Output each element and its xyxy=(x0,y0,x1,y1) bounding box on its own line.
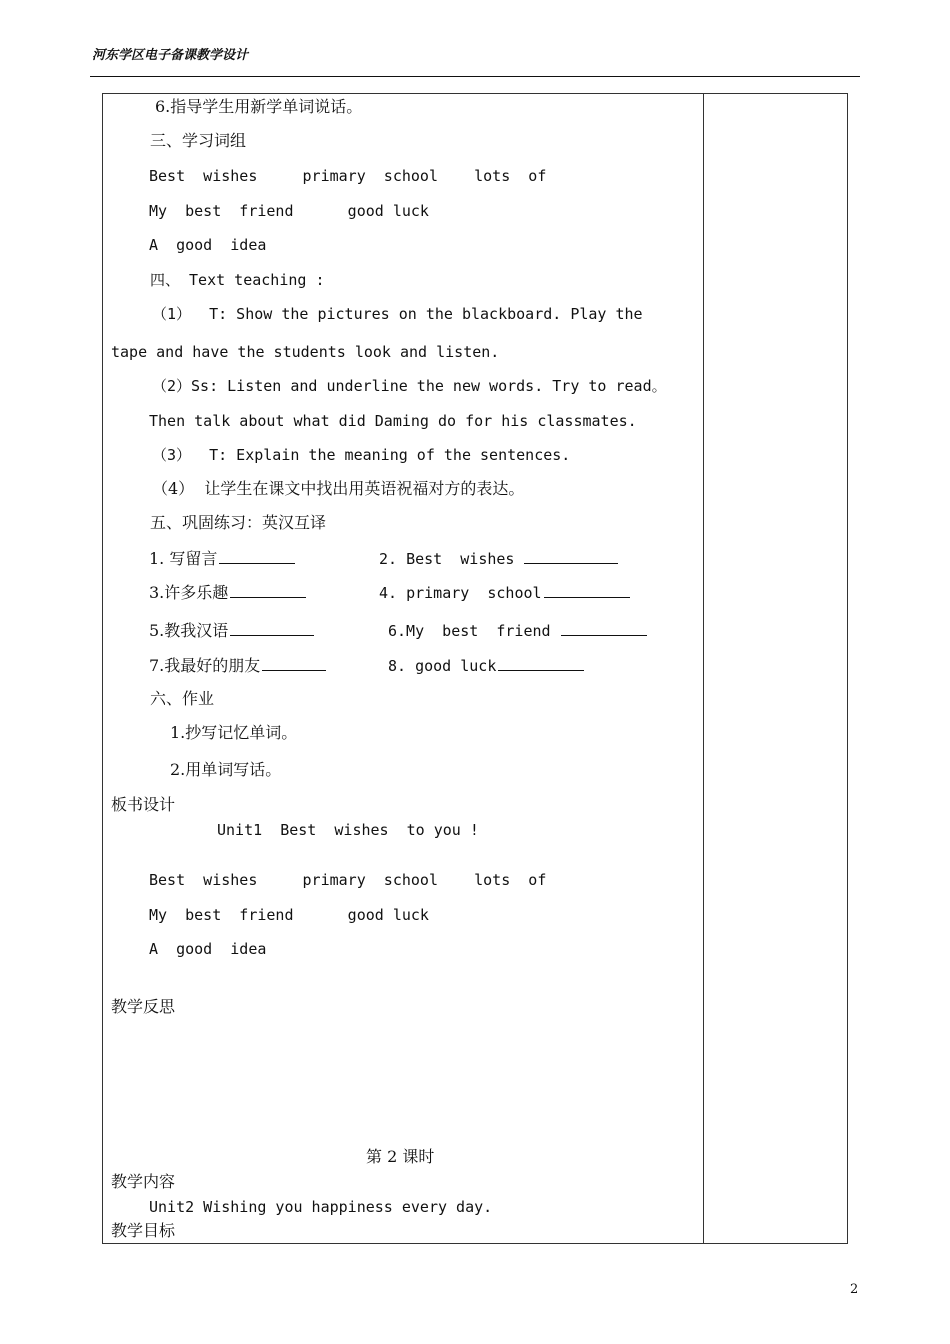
teaching-step-3: （3） T: Explain the meaning of the sentences. xyxy=(152,446,571,464)
exercise-7-blank xyxy=(262,655,326,671)
exercise-2-blank xyxy=(524,548,618,564)
exercise-5 xyxy=(149,620,314,641)
exercise-1-text: 1. 写留言 xyxy=(149,549,218,568)
exercise-4-text: 4. primary school xyxy=(379,584,542,602)
exercise-2-text: 2. Best wishes xyxy=(379,550,515,568)
exercise-7 xyxy=(149,655,326,676)
section-5-heading: 五、巩固练习：英汉互译 xyxy=(150,513,327,532)
exercise-4-blank xyxy=(544,582,630,598)
phrase-line-1: Best wishes primary school lots of xyxy=(149,167,547,185)
teaching-step-2a: （2）Ss: Listen and underline the new words. Try to read。 xyxy=(152,377,667,395)
blackboard-title: Unit1 Best wishes to you ! xyxy=(217,821,479,839)
table-column-divider xyxy=(703,93,704,1244)
exercise-5-blank xyxy=(230,620,314,636)
blackboard-design-label: 板书设计 xyxy=(111,795,176,814)
homework-2: 2.用单词写话。 xyxy=(170,760,282,779)
blackboard-line-3: A good idea xyxy=(149,940,267,958)
teaching-step-4: （4） 让学生在课文中找出用英语祝福对方的表达。 xyxy=(152,479,525,498)
exercise-3 xyxy=(149,582,306,603)
blackboard-line-2: My best friend good luck xyxy=(149,906,429,924)
step-6-instruction: 6.指导学生用新学单词说话。 xyxy=(155,97,363,116)
exercise-8 xyxy=(388,655,584,676)
phrase-line-2: My best friend good luck xyxy=(149,202,429,220)
exercise-1 xyxy=(149,548,295,569)
teaching-goal-label: 教学目标 xyxy=(111,1221,176,1240)
header-rule xyxy=(90,76,860,77)
section-6-heading: 六、作业 xyxy=(150,689,215,708)
exercise-8-text: 8. good luck xyxy=(388,657,497,675)
exercise-1-blank xyxy=(219,548,295,564)
exercise-8-blank xyxy=(498,655,584,671)
exercise-2 xyxy=(379,548,618,569)
exercise-6 xyxy=(388,620,647,641)
exercise-6-text: 6.My best friend xyxy=(388,622,551,640)
blackboard-line-1: Best wishes primary school lots of xyxy=(149,871,547,889)
section-3-heading: 三、学习词组 xyxy=(150,131,247,150)
section-4-heading: 四、 Text teaching : xyxy=(150,271,325,289)
homework-1: 1.抄写记忆单词。 xyxy=(170,723,298,742)
page-header-title: 河东学区电子备课教学设计 xyxy=(92,48,249,63)
page-number: 2 xyxy=(850,1282,859,1297)
exercise-6-blank xyxy=(561,620,647,636)
lesson-2-heading: 第 2 课时 xyxy=(366,1147,435,1166)
teaching-step-2b: Then talk about what did Daming do for his classmates. xyxy=(149,412,637,430)
teaching-content-label: 教学内容 xyxy=(111,1172,176,1191)
unit-2-title: Unit2 Wishing you happiness every day. xyxy=(149,1198,493,1216)
exercise-5-text: 5.教我汉语 xyxy=(149,621,229,640)
teaching-step-1b: tape and have the students look and listen. xyxy=(111,343,500,361)
teaching-step-1a: （1） T: Show the pictures on the blackboard. Play the xyxy=(152,305,643,323)
teaching-reflection-label: 教学反思 xyxy=(111,997,176,1016)
exercise-3-blank xyxy=(230,582,306,598)
exercise-7-text: 7.我最好的朋友 xyxy=(149,656,261,675)
exercise-3-text: 3.许多乐趣 xyxy=(149,583,229,602)
phrase-line-3: A good idea xyxy=(149,236,267,254)
exercise-4 xyxy=(379,582,630,603)
